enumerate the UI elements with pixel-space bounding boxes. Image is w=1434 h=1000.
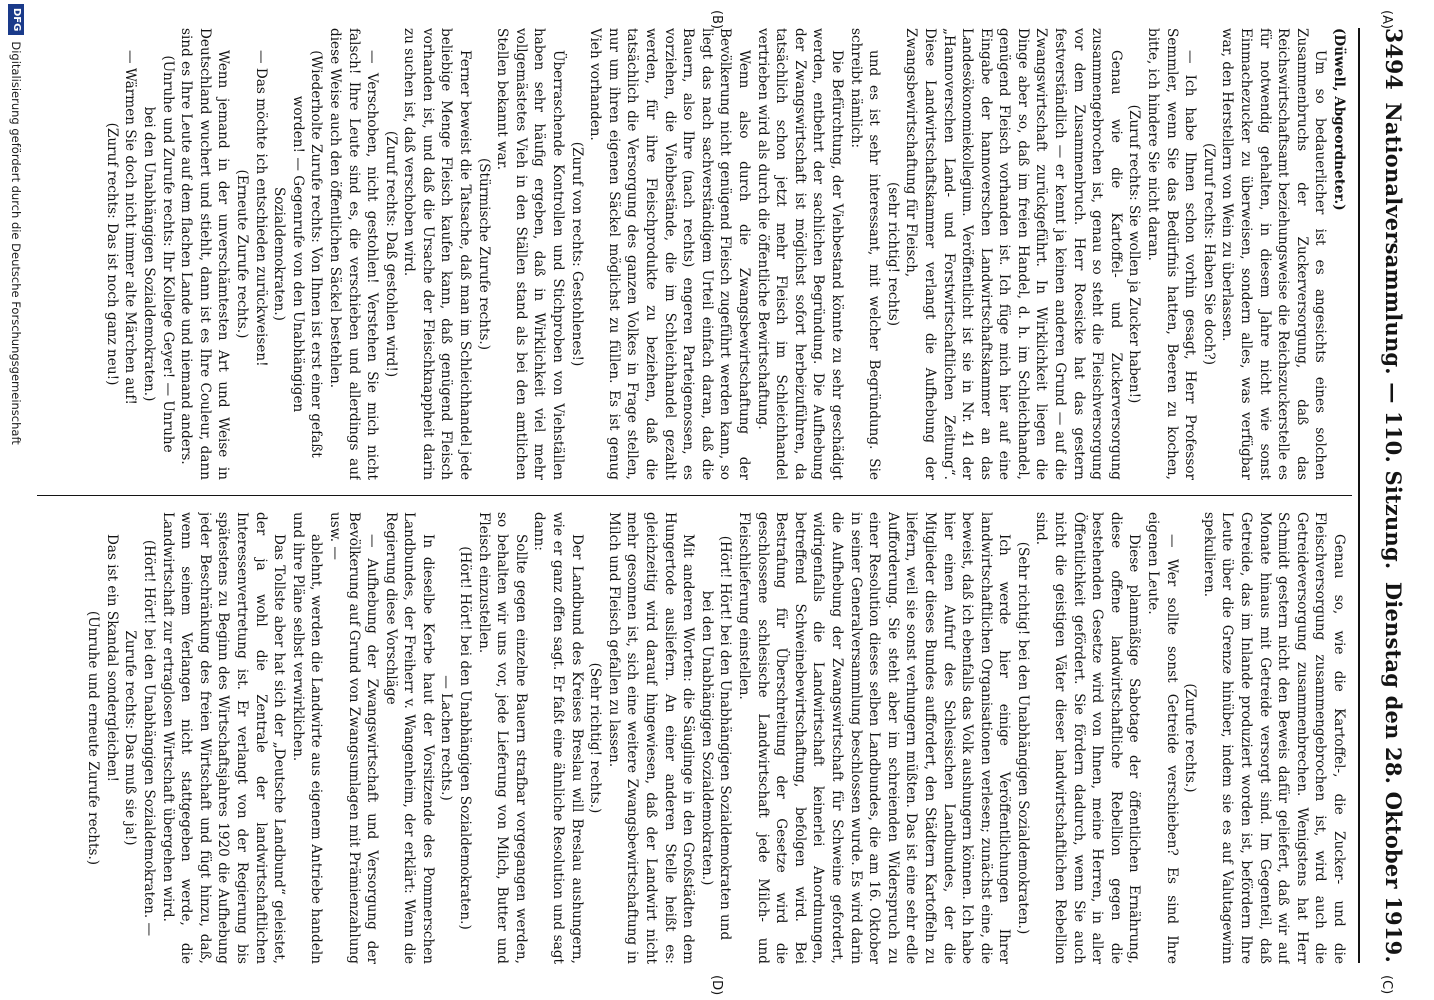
paragraph: Ich werde hier einige Veröffentlichungen Ihrer landwirtschaftlichen Organisationen verlesen; zunächst eine, die beweist, daß ich ebenfalls das Volk aushungern können. Ich habe hier einen Aufruf des Schlesischen Landbundes, der die Mitglieder dieses Bundes auffordert, den Städtern Kartoffeln zu liefern, weil sie sonst verhungern müßten. Das ist eine sehr edle Aufforderung. Sie steht aber im schreienden Widerspruch zu einer Resolution dieses selben Landbundes, die am 16. Oktober in seiner Generalversammlung beschlossen wurde. Es wird darin die Aufhebung der Zwangswirtschaft für Schweine gefordert, widrigenfalls die Landwirtschaft keinerlei Anordnungen, betreffend Schweinebewirtschaftung, befolgen wird. Bei Bestrafung für Überschreitung der Gesetze wird die geschlossene schlesische Landwirtschaft jede Milch- und Fleischlieferung einstellen. — [736, 512, 1013, 964]
margin-mark-a: (A) — [1379, 10, 1394, 30]
paragraph: — Ich habe Ihnen schon vorhin gesagt, Herr Professor Semmler, wenn Sie das Bedürfnis hatten, Beeren zu kochen, bitte, ich hindere Sie nicht daran. — [1145, 28, 1199, 480]
interjection: (Unruhe und Zurufe rechts: Ihr Kollege Geyer! — Unruhe bei den Unabhängigen Sozialdemokraten.) — [141, 55, 176, 453]
interjection: (Zuruf von rechts: Gestohlenes!) — [568, 141, 585, 367]
interjection: (Sehr richtig! bei den Unabhängigen Sozialdemokraten.) — [1014, 541, 1031, 935]
margin-mark-d: (D) — [709, 975, 724, 996]
interjection: (Zuruf rechts: Das ist noch ganz neu!) — [103, 122, 120, 386]
paragraph: Überraschende Kontrollen und Stichproben von Viehställen haben sehr häufig ergeben, daß in Wirklichkeit viel mehr vollgemästetes Vieh in den Ställen stand als bei den amtlichen Stellen bekannt war. — [494, 28, 567, 480]
funding-note: Digitalisierung gefördert durch die Deutsche Forschungsgemeinschaft — [9, 41, 23, 445]
paragraph: — Verschoben, nicht gestohlen! Verstehen Sie mich nicht falsch! Ihre Leute sind es, die verschieben und allerdings auf diese Weise auch den öffentlichen Säckel bestehlen. — [326, 28, 381, 480]
paragraph: — Wer sollte sonst Getreide verschieben? Es sind Ihre eigenen Leute. — [1145, 512, 1180, 964]
paragraph: Um so bedauerlicher ist es angesichts eines solchen Zusammenbruchs der Zuckerversorgung, daß das Reichswirtschaftsamt beziehungsweise die Reichszuckerstelle es für notwendig gehalten, in diesem Jahre nicht wie sonst Einmachezucker zu überweisen, sondern alles, was verfügbar war, den Herstellern von Wein zu überlassen. — [1219, 28, 1329, 480]
paragraph: Diese planmäßige Sabotage der öffentlichen Ernährung, diese offene landwirtschaftliche Rebellion gegen die bestehenden Gesetze wird von Ihnen, meine Herren, in aller Öffentlichkeit gefördert. Sie fördern dadurch, wenn Sie auch nicht die geistigen Väter dieser landwirtschaftlichen Rebellion sind. — [1033, 512, 1143, 964]
paragraph: Sollte gegen einzelne Bauern strafbar vorgegangen werden, so behalten wir uns vor, jede Lieferung von Milch, Butter und Fleisch einzustellen. — [475, 512, 529, 964]
paragraph: Genau wie die Kartoffel- und Zuckerversorgung zusammengebrochen ist, genau so steht die Fleischversorgung vor dem Zusammenbruch. Herr Roesicke hat das gestern festverständlich — er kennt ja keinen anderen Grund — auf die Zwangswirtschaft zurückgeführt. In Wirklichkeit liegen die Dinge aber so, daß im freien Handel, d. h. im Schleichhandel, genügend Fleisch vorhanden ist. Ich füge mich hier auf eine Eingabe der hannoverschen Landwirtschaftskammer an das Landesökonomiekollegium. Veröffentlicht ist sie in Nr. 41 der „Hannoverschen Land- und Forstwirtschaftlichen Zeitung“. Diese Landwirtschaftskammer verlangt die Aufhebung der Zwangsbewirtschaftung für Fleisch, — [903, 28, 1124, 480]
speaker-name: (Düwell, Abgeordneter.) — [1331, 28, 1347, 211]
interjection: (Hört! Hört! bei den Unabhängigen Sozialdemokraten.) — [457, 546, 474, 930]
paragraph: Ferner beweist die Tatsache, daß man im Schleichhandel jede beliebige Menge Fleisch kaufen kann, daß genügend Fleisch vorhanden ist, und daß die Ursache der Fleischknappheit darin zu suchen ist, daß verschoben wird. — [401, 28, 474, 480]
interjection: (Unruhe und erneute Zurufe rechts.) — [85, 610, 102, 866]
paragraph: ablehnt, werden die Landwirte aus eigenem Antriebe handeln und ihre Pläne selbst verwirklichen. — [289, 512, 325, 964]
right-column — [38, 512, 1348, 964]
page-number: 3494 — [1380, 28, 1406, 91]
paragraph: — Wärmen Sie doch nicht immer alte Märchen auf! — [122, 50, 139, 405]
margin-mark-b: (B) — [709, 10, 724, 30]
paragraph: In dieselbe Kerbe haut der Vorsitzende des Pommerschen Landbundes, der Freiherr v. Wangenheim, der erklärt: Wenn die Regierung diese Vorschläge — [382, 512, 436, 964]
page-header — [1364, 28, 1406, 963]
left-column — [38, 28, 1348, 480]
paragraph: und es ist sehr interessant, mit welcher Begründung. Sie schreibt nämlich: — [847, 28, 883, 480]
dfg-logo: DFG — [8, 4, 24, 35]
paragraph: Die Befürchtung, der Viehbestand könnte zu sehr geschädigt werden, entbehrt der sachlichen Begründung. Die Aufhebung der Zwangswirtschaft ist möglichst sofort herbeizuführen, da tatsächlich schon jetzt mehr Fleisch im Schleichhandel vertrieben wird als durch die öffentliche Bewirtschaftung. — [754, 28, 845, 480]
interjection: (Zurufe rechts.) — [1182, 683, 1199, 793]
interjection: (Erneute Zurufe rechts.) — [233, 169, 250, 339]
interjection: (sehr richtig! rechts) — [884, 181, 901, 327]
paragraph: Das Tollste aber hat sich der „Deutsche Landbund“ geleistet, der ja wohl die Zentrale der landwirtschaftlichen Interessenvertretung ist. Er verlangt von der Regierung bis spätestens zu Beginn des Wirtschaftsjahres 1920 die Aufhebung jeder Beschränkung des freien Wirtschaft und fügt hinzu, daß, wenn seinem Verlangen nicht stattgegeben werde, die Landwirtschaft zur ertraglosen Wirtschaft übergehen wird. — [159, 512, 288, 964]
interjection: (Wiederholte Zurufe rechts: Von Ihnen ist erst einer gefaßt worden! — Gegenrufe von den Unabhängigen Sozialdemokraten.) — [271, 50, 325, 458]
session-title: Nationalversammlung. — 110. Sitzung. — [1381, 102, 1406, 570]
column-divider — [37, 495, 1352, 496]
interjection: (Sehr richtig! rechts.) — [587, 662, 604, 814]
paragraph: — Das möchte ich entschieden zurückweisen! — [252, 50, 269, 367]
interjection: (Stürmische Zurufe rechts.) — [475, 157, 492, 351]
paragraph: Mit anderen Worten: die Säuglinge in den Großstädten dem Hungertode ausliefern. An einer anderen Stelle heißt es: gleichzeitig wird darauf hingewiesen, daß der Landwirt nicht mehr gesonnen ist, sich eine weitere Zwangsbewirtschaftung in Milch und Fleisch gefallen zu lassen. — [605, 512, 697, 964]
paragraph: Wenn also durch die Zwangsbewirtschaftung der Bevölkerung nicht genügend Fleisch zugeführt werden kann, so liegt das nach sachverständigem Urteil einfach daran, daß die Bauern, also Ihre (nach rechts) engeren Parteigenossen, es vorziehen, die Viehbestände, die im Schleichhandel gezahlt werden, für ihre Fleischprodukte zu beziehen, daß die tatsächlich die Versorgung des ganzen Volkes in Frage stellen, nur um ihren eigenen Säckel möglichst zu füllen. Es ist genug Vieh vorhanden. — [587, 28, 752, 480]
paragraph: Genau so, wie die Kartoffel-, die Zucker- und die Fleischversorgung zusammengebrochen ist, wird auch die Getreideversorgung zusammenbrechen. Wenigstens hat Herr Schmidt gestern nicht den Beweis dafür geliefert, daß wir auf Monate hinaus mit Getreide versorgt sind. Im Gegenteil, daß Getreide, das im Inlande produziert worden ist, befördern Ihre Leute über die Grenze hinüber, indem sie es auf Valutagewinn spekulieren. — [1200, 512, 1347, 964]
header-rule — [1358, 28, 1360, 963]
interjection: (Zuruf rechts: Sie wollen ja Zucker haben!) — [1126, 104, 1143, 404]
interjection: (Zuruf rechts: Haben Sie doch?) — [1200, 142, 1217, 365]
footer-credit — [6, 0, 26, 1000]
paragraph: Wenn jemand in der unverschämtesten Art und Weise in Deutschland wuchert und stiehlt, dann ist es Ihre Couleur, dann sind es Ihre Leute auf dem flachen Lande und niemand anders. — [178, 28, 232, 480]
session-date: Dienstag den 28. Oktober 1919. — [1381, 581, 1406, 963]
paragraph: Der Landbund des Kreises Breslau will Breslau aushungern, wie er ganz offen sagt. Er faßt eine ähnliche Resolution und sagt dann: — [531, 512, 585, 964]
interjection: — Lachen rechts.) — [438, 675, 455, 801]
interjection: (Zuruf rechts: Daß gestohlen wird!) — [382, 130, 399, 378]
margin-mark-c: (C) — [1379, 975, 1394, 995]
paragraph: Das ist ein Skandal sondergleichen! — [103, 534, 120, 782]
interjection: (Hört! Hört! bei den Unabhängigen Sozialdemokraten. — Zurufe rechts: Das muß sie ja!) — [122, 539, 157, 937]
interjection: (Hört! Hört! bei den Unabhängigen Sozialdemokraten und bei den Unabhängigen Sozialdemokraten.) — [698, 535, 734, 941]
paragraph: — Aufhebung der Zwangswirtschaft und Versorgung der Bevölkerung auf Grund von Zwangsumlagen mit Prämienzahlung usw. — — [326, 512, 381, 964]
